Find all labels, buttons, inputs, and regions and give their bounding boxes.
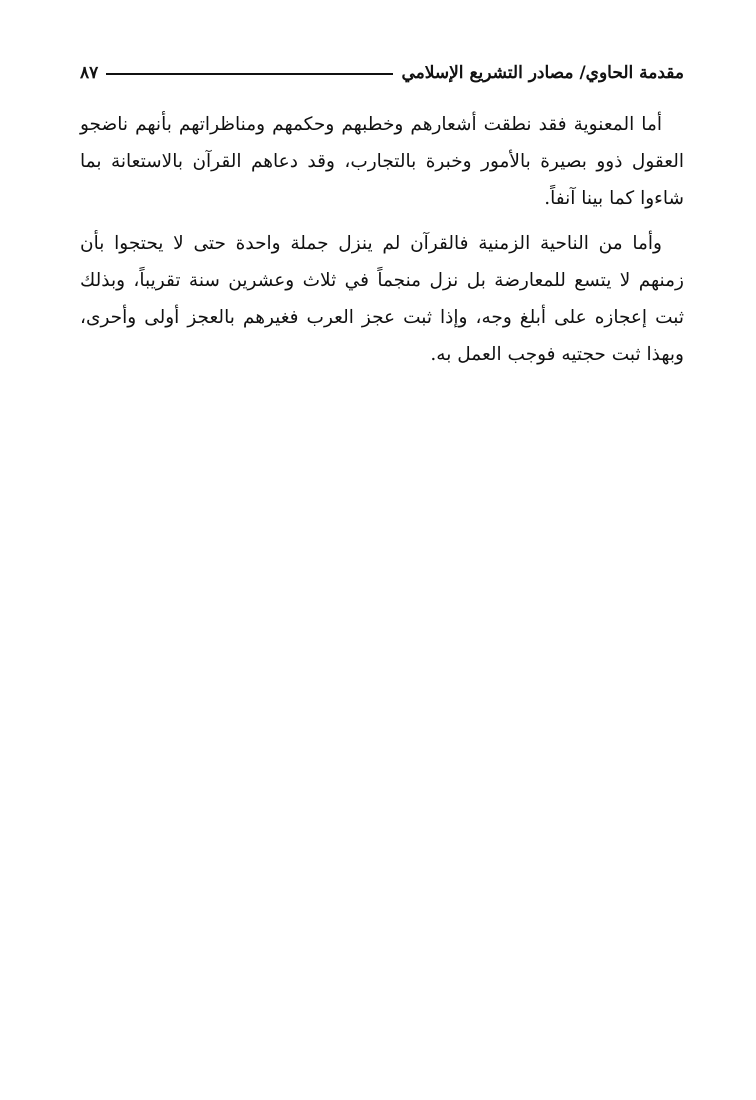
running-header-title: مقدمة الحاوي/ مصادر التشريع الإسلامي [401, 63, 684, 83]
paragraph: أما المعنوية فقد نطقت أشعارهم وخطبهم وحكمهم ومناظراتهم بأنهم ناضجو العقول ذوو بصيرة بالأمور وخبرة بالتجارب، وقد دعاهم القرآن بالاستعانة بما شاءوا كما بينا آنفاً. [80, 114, 684, 209]
paragraph: وأما من الناحية الزمنية فالقرآن لم ينزل جملة واحدة حتى لا يحتجوا بأن زمنهم لا يتسع للمعارضة بل نزل منجماً في ثلاث وعشرين سنة تقريباً، وبذلك ثبت إعجازه على أبلغ وجه، وإذا ثبت عجز العرب فغيرهم بالعجز أولى وأحرى، وبهذا ثبت حجتيه فوجب العمل به. [80, 233, 684, 365]
header-rule [106, 73, 393, 75]
page-number: ٨٧ [80, 63, 99, 83]
running-header [80, 58, 684, 88]
body-text [80, 106, 684, 381]
